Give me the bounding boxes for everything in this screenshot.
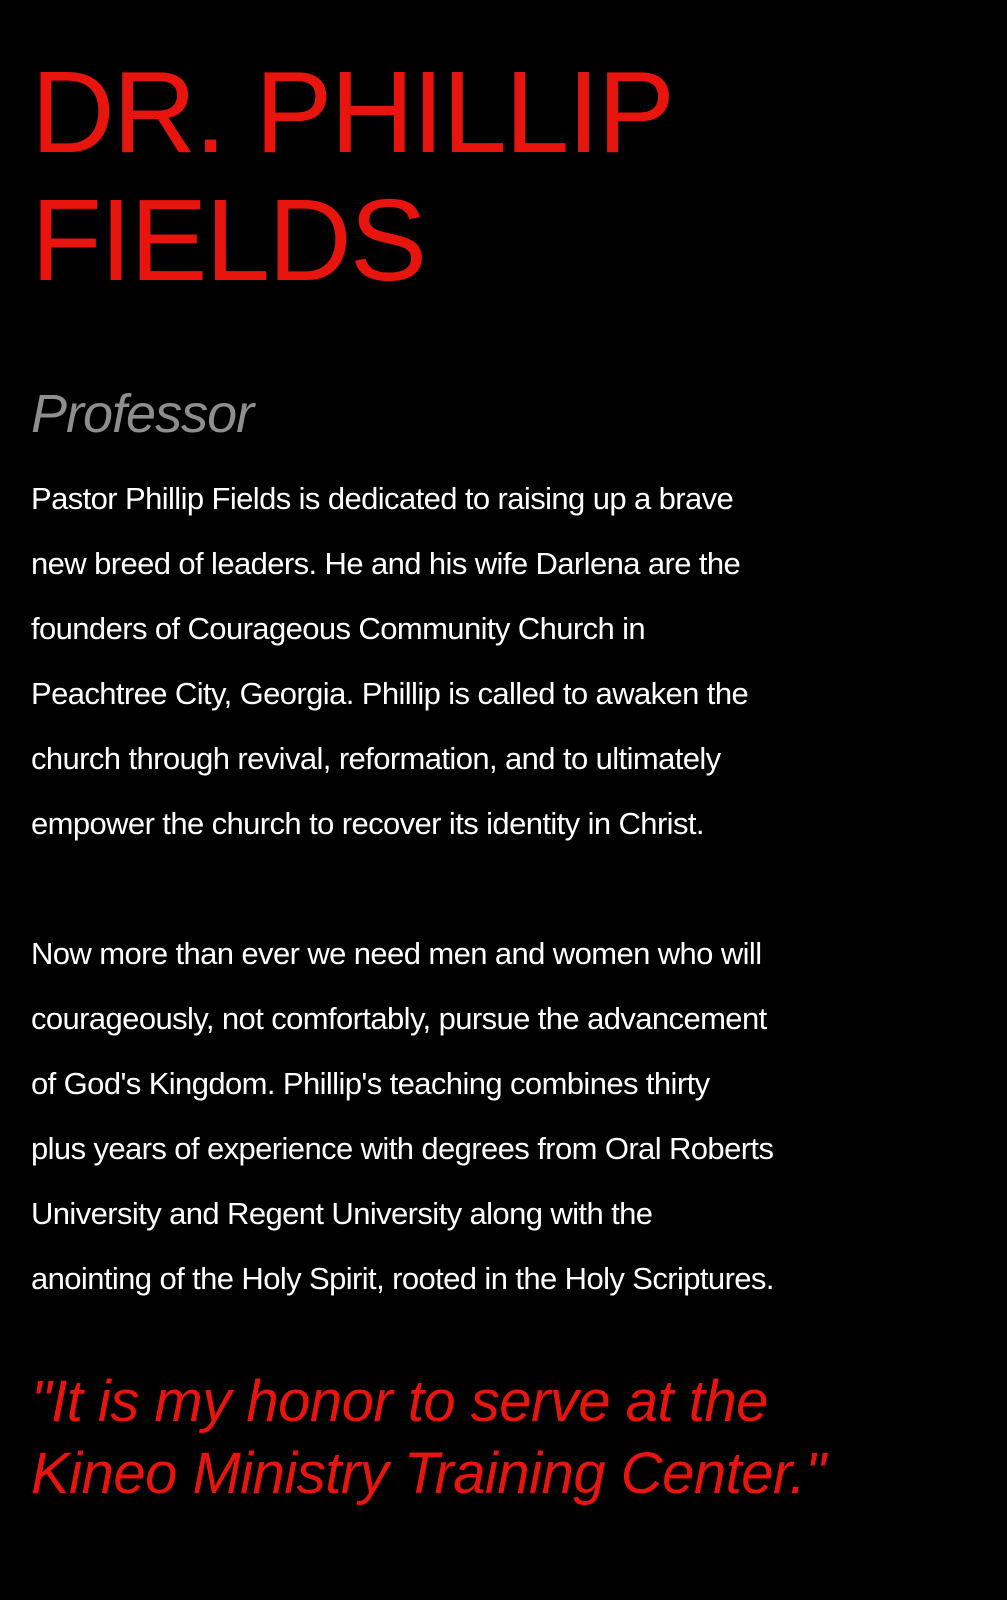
bio-line: of God's Kingdom. Phillip's teaching combines thirty: [31, 1066, 710, 1101]
bio-line: founders of Courageous Community Church in: [31, 611, 646, 646]
profile-bio: [31, 466, 981, 1311]
profile-name-line-2: FIELDS: [31, 175, 426, 305]
bio-line: plus years of experience with degrees from Oral Roberts: [31, 1131, 774, 1166]
quote-line-1: "It is my honor to serve at the: [31, 1369, 768, 1434]
profile-quote: [31, 1366, 981, 1510]
bio-line: empower the church to recover its identity in Christ.: [31, 806, 704, 841]
profile-role: Professor: [31, 384, 254, 444]
bio-paragraph-1: [31, 466, 981, 856]
bio-line: new breed of leaders. He and his wife Darlena are the: [31, 546, 741, 581]
quote-line-2: Kineo Ministry Training Center.": [31, 1441, 826, 1506]
bio-line: Now more than ever we need men and women who will: [31, 936, 762, 971]
bio-line: courageously, not comfortably, pursue the advancement: [31, 1001, 767, 1036]
bio-line: Peachtree City, Georgia. Phillip is called to awaken the: [31, 676, 749, 711]
profile-name: [31, 48, 981, 304]
bio-paragraph-2: [31, 921, 981, 1311]
bio-line: anointing of the Holy Spirit, rooted in the Holy Scriptures.: [31, 1261, 774, 1296]
bio-line: Pastor Phillip Fields is dedicated to raising up a brave: [31, 481, 734, 516]
profile-name-line-1: DR. PHILLIP: [31, 47, 673, 177]
bio-line: church through revival, reformation, and to ultimately: [31, 741, 721, 776]
bio-line: University and Regent University along with the: [31, 1196, 653, 1231]
profile-section: [31, 48, 981, 1510]
paragraph-spacer: [31, 856, 981, 921]
